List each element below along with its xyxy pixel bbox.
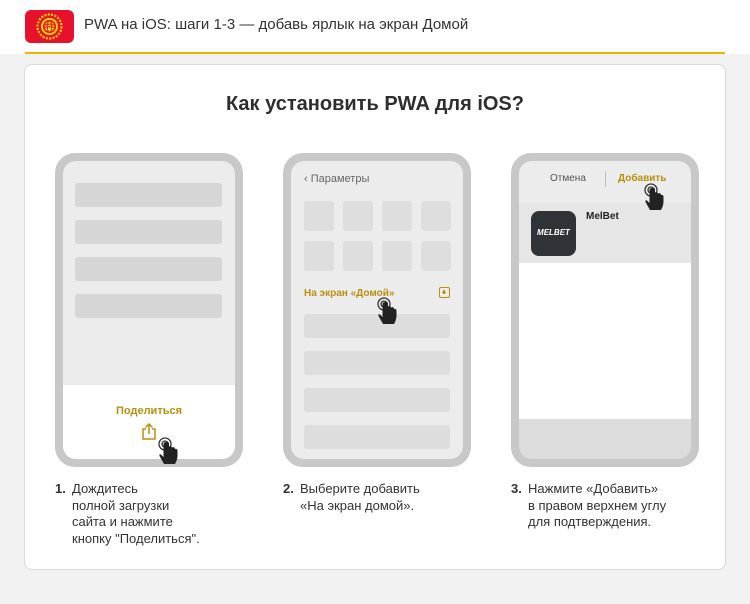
app-tile xyxy=(421,201,451,231)
step-number: 2. xyxy=(283,481,294,496)
header-accent-line xyxy=(25,52,725,54)
melbet-logo: MELBET xyxy=(531,211,576,256)
header-title: PWA на iOS: шаги 1-3 — добавь ярлык на экран Домой xyxy=(84,16,469,33)
back-label: Параметры xyxy=(310,173,370,185)
nav-back xyxy=(304,173,369,185)
phone-screen xyxy=(63,161,235,459)
step-text: Выберите добавить «На экран домой». xyxy=(300,481,420,513)
placeholder-bar xyxy=(75,183,222,207)
phone-content-area xyxy=(519,263,691,419)
chevron-left-icon: ‹ xyxy=(304,173,311,185)
placeholder-bar xyxy=(304,351,450,375)
tap-hand-icon xyxy=(641,183,667,213)
app-tile xyxy=(421,241,451,271)
app-tile xyxy=(382,201,412,231)
placeholder-bar xyxy=(304,425,450,449)
cancel-label: Отмена xyxy=(550,173,586,184)
step-number: 3. xyxy=(511,481,522,496)
phone-mockup-home-screen xyxy=(283,153,471,467)
tap-hand-icon xyxy=(374,297,400,327)
app-tile xyxy=(304,241,334,271)
app-tile xyxy=(382,241,412,271)
divider xyxy=(605,171,606,187)
tap-hand-icon xyxy=(155,437,181,467)
page-header xyxy=(0,0,750,54)
plus-square-icon xyxy=(439,287,450,298)
step-text: Нажмите «Добавить» в правом верхнем углу для подтверждения. xyxy=(528,481,667,529)
placeholder-bar xyxy=(75,257,222,281)
phone-mockup-share xyxy=(55,153,243,467)
app-tile xyxy=(304,201,334,231)
kyrgyzstan-flag-icon xyxy=(25,10,74,43)
share-label: Поделиться xyxy=(115,405,183,417)
phone-mockup-confirm xyxy=(511,153,699,467)
add-label: Добавить xyxy=(618,173,667,184)
placeholder-bar xyxy=(75,294,222,318)
share-sheet xyxy=(63,385,235,459)
step-number: 1. xyxy=(55,481,66,496)
app-name: MelBet xyxy=(586,211,619,222)
placeholder-bar xyxy=(75,220,222,244)
add-to-home-label: На экран «Домой» xyxy=(304,288,395,299)
app-tile xyxy=(343,241,373,271)
page-title: Как установить PWA для iOS? xyxy=(225,93,524,115)
placeholder-bar xyxy=(304,388,450,412)
step-text: Дождитесь полной загрузки сайта и нажмите кнопку "Поделиться". xyxy=(72,481,200,546)
instructions-card xyxy=(24,64,726,570)
app-tile xyxy=(343,201,373,231)
